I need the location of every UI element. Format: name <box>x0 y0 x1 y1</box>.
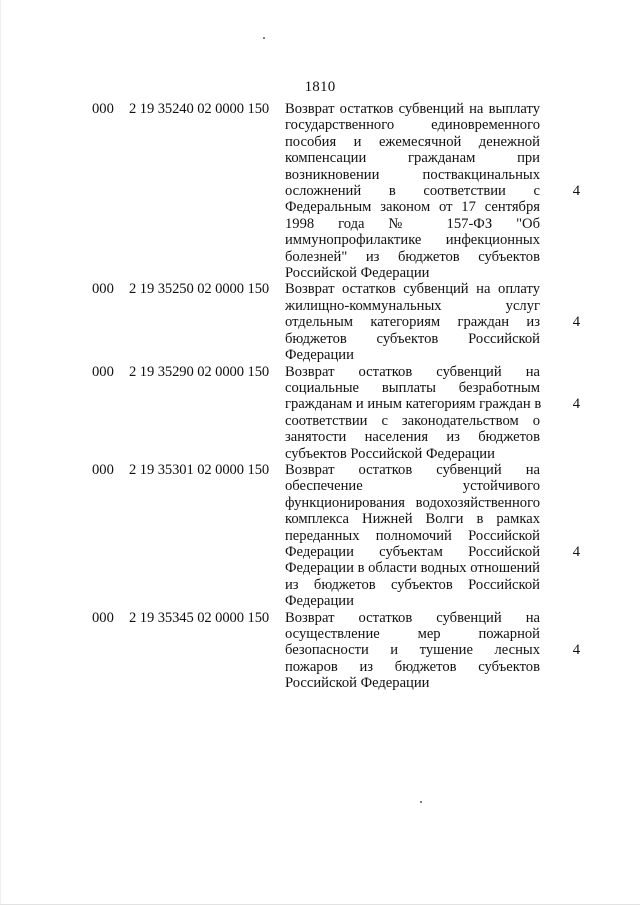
description-line: комплекса Нижней Волги в рамках <box>285 511 540 528</box>
admin-code-cell: 000 <box>92 609 114 626</box>
description-line: Федерации <box>285 347 354 364</box>
description-line: Возврат остатков субвенций на выплату <box>285 101 540 117</box>
description-line: пособия и ежемесячной денежной <box>285 133 540 150</box>
description-line: 1998 года № 157-ФЗ "Об <box>285 215 540 232</box>
description-cell <box>285 610 540 692</box>
description-line: социальные выплаты безработным <box>285 379 540 396</box>
page-number: 1810 <box>304 79 336 95</box>
description-line: болезней" из бюджетов субъектов <box>285 248 540 265</box>
description-line: Федерации субъектам Российской <box>285 543 540 560</box>
value-cell: 4 <box>572 314 580 331</box>
table-row <box>92 101 592 281</box>
description-line: бюджетов субъектов Российской <box>285 330 540 347</box>
admin-code-cell: 000 <box>92 363 114 380</box>
value-cell: 4 <box>572 642 580 659</box>
table-row <box>92 610 592 692</box>
description-line: Федерации в области водных отношений <box>285 560 540 577</box>
value-cell: 4 <box>572 543 580 560</box>
budget-code-cell: 2 19 35301 02 0000 150 <box>129 461 270 478</box>
description-line: жилищно-коммунальных услуг <box>285 297 540 314</box>
value-cell: 4 <box>572 396 580 413</box>
description-line: возникновении поствакцинальных <box>285 166 540 183</box>
budget-code-cell: 2 19 35290 02 0000 150 <box>129 363 270 380</box>
description-cell <box>285 462 540 610</box>
description-line: занятости населения из бюджетов <box>285 429 540 446</box>
description-cell <box>285 101 540 281</box>
budget-code-cell: 2 19 35240 02 0000 150 <box>129 101 270 117</box>
description-line: отдельным категориям граждан из <box>285 314 540 331</box>
description-line: переданных полномочий Российской <box>285 527 540 544</box>
description-line: осложнений в соответствии с <box>285 183 540 200</box>
description-line: из бюджетов субъектов Российской <box>285 576 540 593</box>
description-line: Возврат остатков субвенций на оплату <box>285 281 540 298</box>
description-cell <box>285 281 540 363</box>
scan-left-edge <box>0 0 1 905</box>
description-line: субъектов Российской Федерации <box>285 445 495 462</box>
table-row <box>92 281 592 363</box>
scan-speck <box>263 37 265 39</box>
description-line: Возврат остатков субвенций на <box>285 461 540 478</box>
description-line: пожаров из бюджетов субъектов <box>285 658 540 675</box>
description-line: Возврат остатков субвенций на <box>285 609 540 626</box>
description-line: соответствии с законодательством о <box>285 412 540 429</box>
description-line: Российской Федерации <box>285 675 430 692</box>
description-line: осуществление мер пожарной <box>285 626 540 642</box>
budget-code-cell: 2 19 35345 02 0000 150 <box>129 609 270 626</box>
scan-speck <box>420 801 422 803</box>
description-line: обеспечение устойчивого <box>285 478 540 495</box>
admin-code-cell: 000 <box>92 461 114 478</box>
description-line: Возврат остатков субвенций на <box>285 363 540 380</box>
table-row <box>92 364 592 462</box>
description-cell <box>285 364 540 462</box>
description-line: компенсации гражданам при <box>285 150 540 167</box>
description-line: Федеральным законом от 17 сентября <box>285 199 540 216</box>
description-line: иммунопрофилактике инфекционных <box>285 232 540 249</box>
value-cell: 4 <box>572 183 580 199</box>
description-line: Российской Федерации <box>285 265 430 282</box>
description-line: гражданам и иным категориям граждан в <box>285 396 542 413</box>
description-line: безопасности и тушение лесных <box>285 642 540 659</box>
admin-code-cell: 000 <box>92 281 114 298</box>
budget-code-table <box>92 101 592 692</box>
admin-code-cell: 000 <box>92 101 114 117</box>
description-line: государственного единовременного <box>285 117 540 134</box>
table-row <box>92 462 592 610</box>
description-line: Федерации <box>285 593 354 610</box>
budget-code-cell: 2 19 35250 02 0000 150 <box>129 281 270 298</box>
description-line: функционирования водохозяйственного <box>285 494 540 511</box>
